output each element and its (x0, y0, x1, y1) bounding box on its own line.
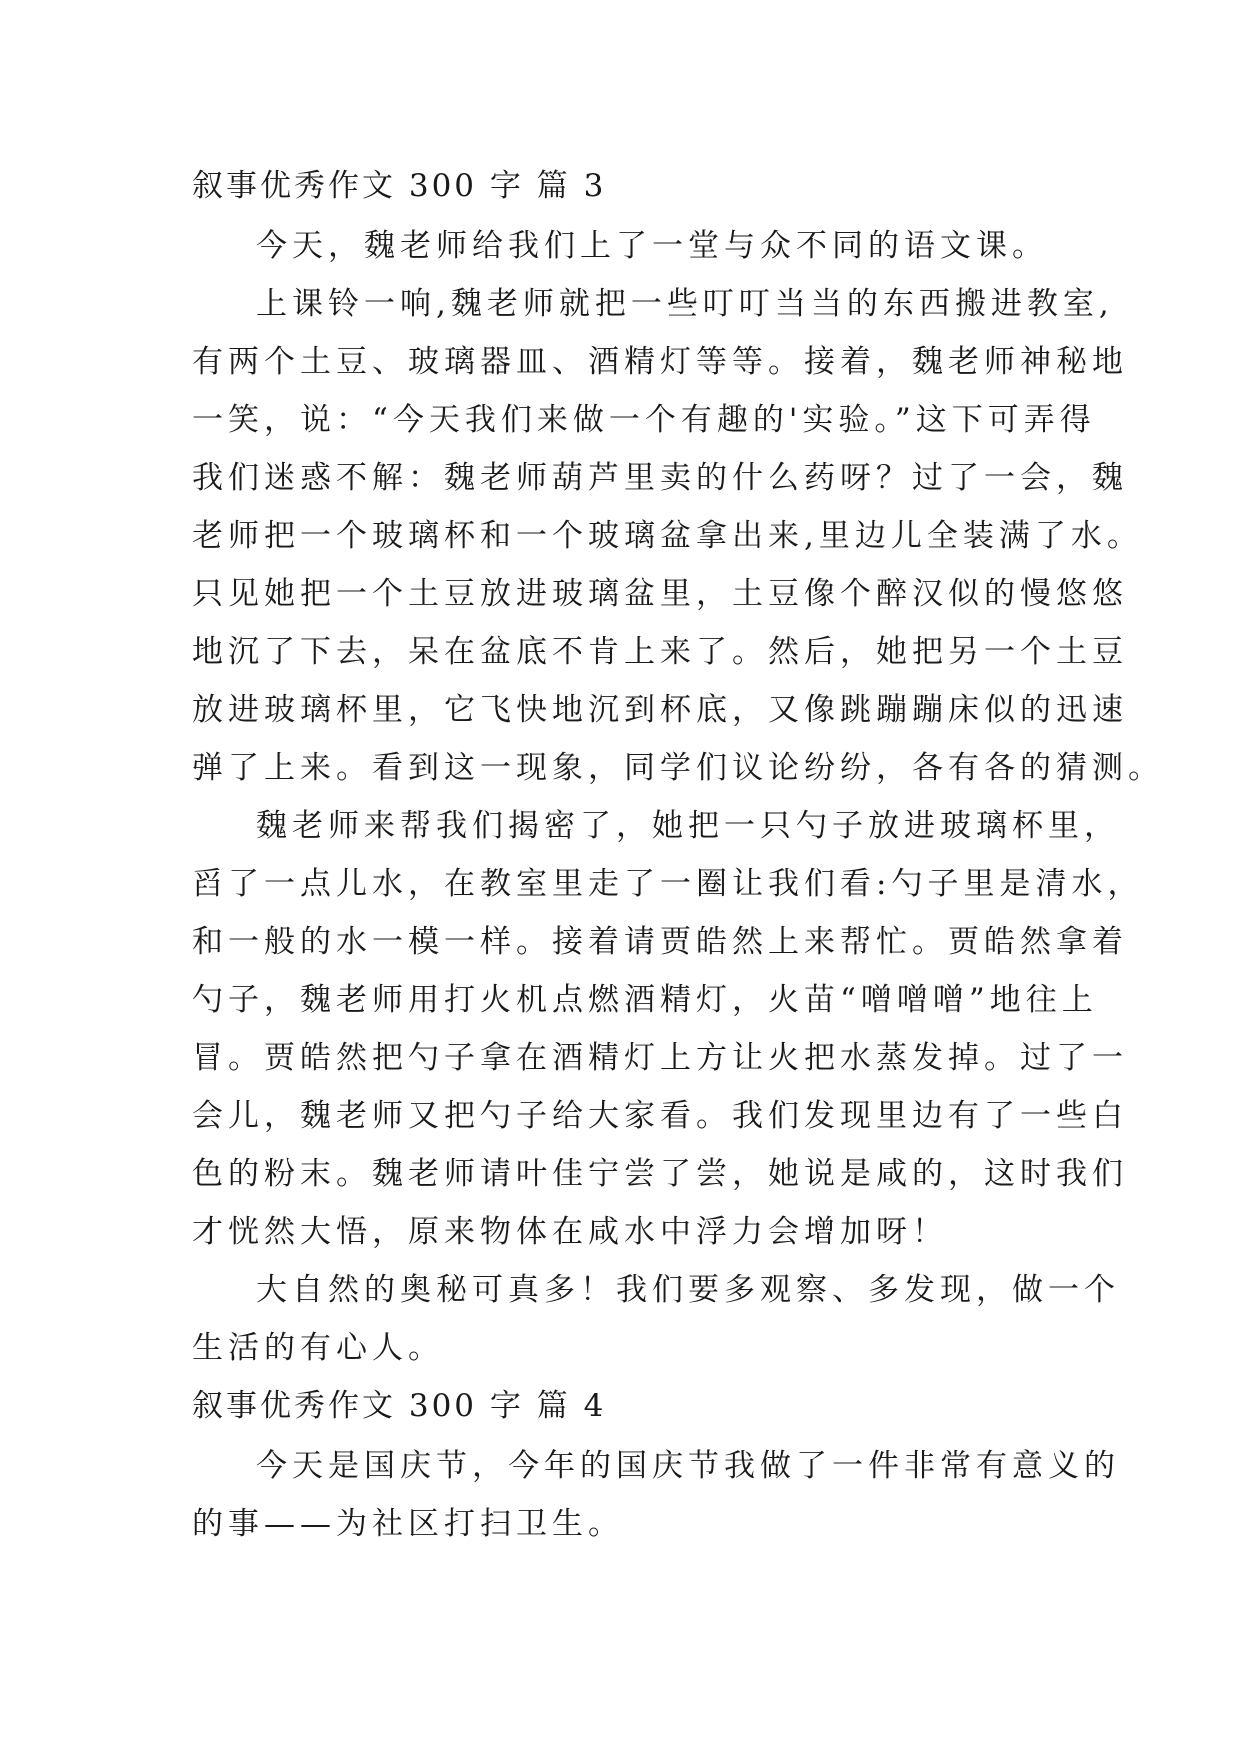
paragraph-line: 勺子，魏老师用打火机点燃酒精灯，火苗“噌噌噌”地往上 (192, 982, 1098, 1018)
paragraph-line: 我们迷惑不解：魏老师葫芦里卖的什么药呀？过了一会，魏 (192, 460, 1128, 496)
paragraph-line: 老师把一个玻璃杯和一个玻璃盆拿出来,里边儿全装满了水。 (192, 518, 1143, 554)
paragraph-line: 才恍然大悟，原来物体在咸水中浮力会增加呀！ (192, 1214, 948, 1250)
paragraph-line: 有两个土豆、玻璃器皿、酒精灯等等。接着，魏老师神秘地 (192, 344, 1128, 380)
paragraph-line: 会儿，魏老师又把勺子给大家看。我们发现里边有了一些白 (192, 1098, 1128, 1134)
section-heading: 叙事优秀作文 300 字 篇 4 (192, 1388, 607, 1424)
paragraph-line: 只见她把一个土豆放进玻璃盆里，土豆像个醉汉似的慢悠悠 (192, 576, 1128, 612)
paragraph-line: 一笑，说：“今天我们来做一个有趣的'实验。”这下可弄得 (192, 402, 1096, 438)
paragraph-line: 地沉了下去，呆在盆底不肯上来了。然后，她把另一个土豆 (192, 634, 1128, 670)
paragraph-line: 冒。贾皓然把勺子拿在酒精灯上方让火把水蒸发掉。过了一 (192, 1040, 1128, 1076)
paragraph-line: 上课铃一响,魏老师就把一些叮叮当当的东西搬进教室, (256, 286, 1114, 322)
paragraph-line: 舀了一点儿水，在教室里走了一圈让我们看:勺子里是清水， (192, 866, 1144, 902)
paragraph-line: 的事——为社区打扫卫生。 (192, 1506, 624, 1542)
paragraph-line: 大自然的奥秘可真多！我们要多观察、多发现，做一个 (256, 1272, 1120, 1308)
paragraph-line: 魏老师来帮我们揭密了，她把一只勺子放进玻璃杯里， (256, 808, 1120, 844)
paragraph-line: 放进玻璃杯里，它飞快地沉到杯底，又像跳蹦蹦床似的迅速 (192, 692, 1128, 728)
paragraph-line: 和一般的水一模一样。接着请贾皓然上来帮忙。贾皓然拿着 (192, 924, 1128, 960)
section-heading: 叙事优秀作文 300 字 篇 3 (192, 168, 607, 204)
paragraph-line: 今天，魏老师给我们上了一堂与众不同的语文课。 (256, 228, 1048, 264)
paragraph-line: 今天是国庆节，今年的国庆节我做了一件非常有意义的 (256, 1448, 1120, 1484)
paragraph-line: 生活的有心人。 (192, 1330, 444, 1366)
paragraph-line: 色的粉末。魏老师请叶佳宁尝了尝，她说是咸的，这时我们 (192, 1156, 1128, 1192)
paragraph-line: 弹了上来。看到这一现象，同学们议论纷纷，各有各的猜测。 (192, 750, 1164, 786)
